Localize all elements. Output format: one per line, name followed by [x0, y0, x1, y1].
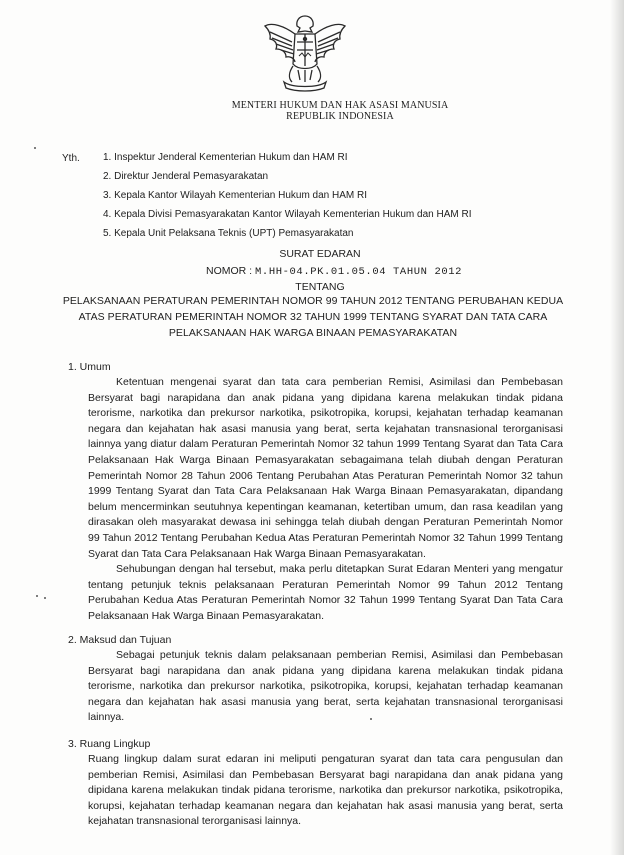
scan-speck: [370, 718, 372, 720]
recipient-item: 1. Inspektur Jenderal Kementerian Hukum dan HAM RI: [103, 152, 348, 163]
scan-edge-shadow: [610, 0, 624, 855]
recipient-item: 3. Kepala Kantor Wilayah Kementerian Hukum dan HAM RI: [103, 190, 368, 201]
garuda-emblem-icon: [262, 12, 348, 94]
section-paragraph: Ruang lingkup dalam surat edaran ini meliputi pengaturan syarat dan tata cara pengusulan dan pemberian Remisi, Asimilasi dan Pembebasan Bersyarat bagi narapidana dan anak pidana yang dipidana karena melakukan tindak pidana terorisme, narkotika dan prekursor narkotika, psikotropika, korupsi, kejahatan terhadap keamanan negara dan kejahatan hak asasi manusia yang berat, serta kejahatan transnasional terorganisasi lainnya.: [88, 753, 563, 828]
section-paragraph: Ketentuan mengenai syarat dan tata cara pemberian Remisi, Asimilasi dan Pembebasan Bersyarat bagi narapidana dan anak pidana yang dipidana karena melakukan tindak pidana terorisme, narkotika dan prekursor narkotika, psikotropika, korupsi, kejahatan terhadap keamanan negara dan kejahatan hak asasi manusia yang berat, serta kejahatan transnasional terorganisasi lainnya yang diatur dalam Peraturan Pemerintah Nomor 32 tahun 1999 Tentang Syarat dan Tata Cara Pelaksanaan Hak Warga Binaan Pemasyarakatan sebagaimana telah diubah dengan Peraturan Pemerintah Nomor 28 Tahun 2006 Tentang Perubahan Atas Peraturan Pemerintah Nomor 32 tahun 1999 Tentang Syarat dan Tata Cara Pelaksanaan Hak Warga Binaan Pemasyarakatan, dipandang belum mencerminkan seutuhnya kepentingan keamanan, ketertiban umum, dan rasa keadilan yang dirasakan oleh masyarakat dewasa ini sehingga telah diubah dengan Peraturan Pemerintah Nomor 99 Tahun 2012 Tentang Perubahan Kedua Atas Peraturan Pemerintah Nomor 32 Tahun 1999 Tentang Syarat dan Tata Cara Pelaksanaan Hak Warga Binaan Pemasyarakatan.: [88, 376, 563, 560]
section-heading: 3. Ruang Lingkup: [68, 738, 151, 750]
country-name: REPUBLIK INDONESIA: [286, 111, 394, 122]
circular-subject: PELAKSANAAN PERATURAN PEMERINTAH NOMOR 99 TAHUN 2012 TENTANG PERUBAHAN KEDUA ATAS PERATURAN PEMERINTAH NOMOR 32 TAHUN 1999 TENTANG SYARAT DAN TATA CARA PELAKSANAAN HAK WARGA BINAAN PEMASYARAKATAN: [62, 295, 564, 339]
recipient-item: 2. Direktur Jenderal Pemasyarakatan: [103, 171, 269, 182]
recipient-item: 5. Kepala Unit Pelaksana Teknis (UPT) Pemasyarakatan: [103, 228, 354, 239]
recipient-item: 4. Kepala Divisi Pemasyarakatan Kantor Wilayah Kementerian Hukum dan HAM RI: [103, 209, 472, 220]
about-label: TENTANG: [295, 281, 345, 293]
number-value: M.HH-04.PK.01.05.04 TAHUN 2012: [255, 266, 463, 278]
section-heading: 1. Umum: [68, 361, 111, 373]
salutation: Yth.: [62, 153, 80, 164]
circular-title: SURAT EDARAN: [279, 248, 361, 260]
scan-speck: [34, 147, 36, 149]
scan-speck: [44, 597, 46, 599]
circular-number: [206, 265, 462, 278]
section-heading: 2. Maksud dan Tujuan: [68, 634, 172, 646]
ministry-name: MENTERI HUKUM DAN HAK ASASI MANUSIA: [231, 100, 449, 111]
section-paragraph: Sehubungan dengan hal tersebut, maka perlu ditetapkan Surat Edaran Menteri yang mengatur tentang petunjuk teknis pelaksanaan Peraturan Pemerintah Nomor 99 Tahun 2012 Tentang Perubahan Kedua Atas Peraturan Pemerintah Nomor 32 Tahun 1999 Tentang Syarat Dan Tata Cara Pelaksanaan Hak Warga Binaan Pemasyarakatan.: [88, 563, 563, 622]
section-paragraph: Sebagai petunjuk teknis dalam pelaksanaan pemberian Remisi, Asimilasi dan Pembebasan Bersyarat bagi narapidana dan anak pidana yang dipidana karena melakukan tindak pidana terorisme, narkotika dan prekursor narkotika, psikotropika, korupsi, kejahatan terhadap keamanan negara dan kejahatan hak asasi manusia yang berat, serta kejahatan transnasional terorganisasi lainnya.: [88, 649, 563, 724]
number-label: NOMOR :: [206, 265, 253, 277]
recipient-list: [103, 151, 472, 246]
scan-speck: [36, 595, 38, 597]
